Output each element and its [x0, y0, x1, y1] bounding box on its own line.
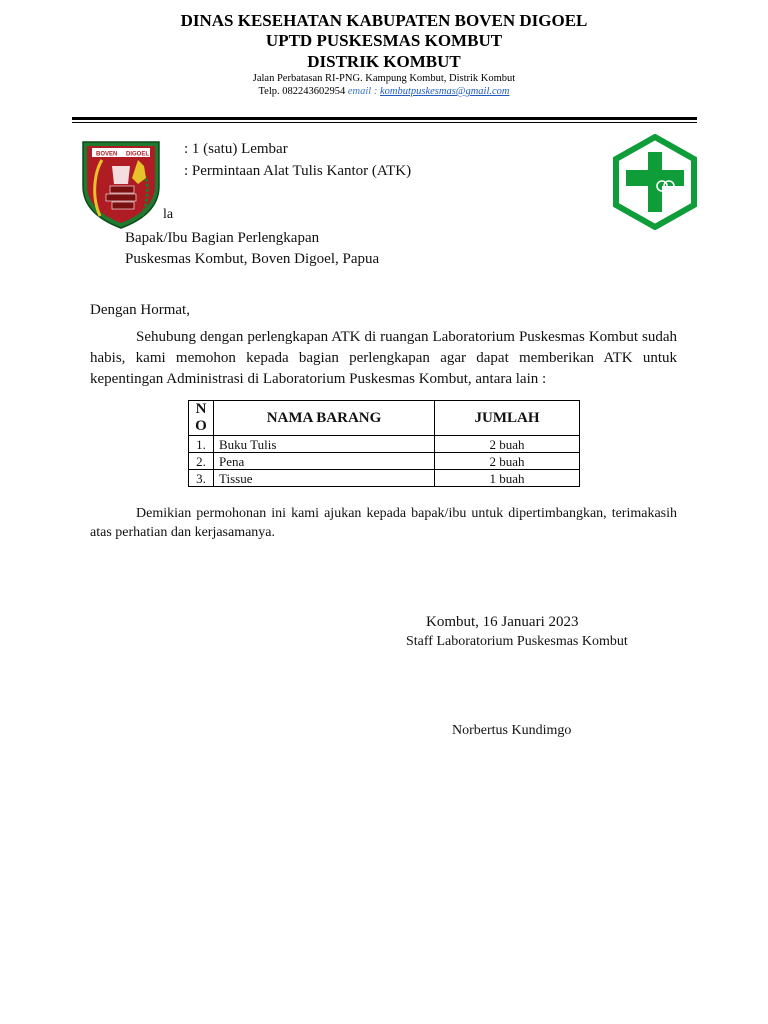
col-header-no-line2: O	[195, 418, 207, 434]
items-table	[188, 400, 580, 487]
col-header-jumlah: JUMLAH	[435, 401, 580, 436]
recipient-line2: Puskesmas Kombut, Boven Digoel, Papua	[125, 251, 380, 267]
row-jumlah: 2 buah	[435, 436, 580, 453]
row-no: 2.	[189, 453, 214, 470]
lampiran-value: : 1 (satu) Lembar	[184, 141, 288, 157]
letterhead-divider-thin	[72, 122, 697, 123]
recipient-line1: Bapak/Ibu Bagian Perlengkapan	[125, 230, 320, 246]
row-nama: Buku Tulis	[214, 436, 435, 453]
row-no: 3.	[189, 470, 214, 487]
col-header-nama: NAMA BARANG	[214, 401, 435, 436]
row-jumlah: 1 buah	[435, 470, 580, 487]
letterhead-phone: Telp. 082243602954	[258, 86, 346, 97]
puskesmas-logo-icon	[612, 134, 698, 230]
col-header-no	[189, 401, 214, 436]
paragraph-request-text: Sehubung dengan perlengkapan ATK di ruangan Laboratorium Puskesmas Kombut sudah habis, kami memohon kepada bagian perlengkapan agar dapat memberikan ATK untuk kepentingan Administrasi di Laboratorium Puskesmas Kombut, antara lain :	[90, 329, 677, 387]
letterhead-contact	[0, 85, 768, 98]
perihal-value: : Permintaan Alat Tulis Kantor (ATK)	[184, 163, 412, 179]
paragraph-request	[90, 327, 677, 390]
letterhead-line2: UPTD PUSKESMAS KOMBUT	[265, 31, 503, 50]
col-header-no-line1: N	[195, 401, 207, 417]
paragraph-closing-text: Demikian permohonan ini kami ajukan kepada bapak/ibu untuk dipertimbangkan, terimakasih atas perhatian dan kerjasamanya.	[90, 506, 677, 540]
signature-position: Staff Laboratorium Puskesmas Kombut	[406, 634, 628, 649]
row-nama: Tissue	[214, 470, 435, 487]
signature-name: Norbertus Kundimgo	[452, 723, 572, 738]
logo-text-boven: BOVEN	[96, 151, 118, 158]
greeting: Dengan Hormat,	[90, 302, 190, 318]
boven-digoel-logo-icon	[80, 138, 162, 230]
letterhead-address: Jalan Perbatasan RI-PNG. Kampung Kombut, Distrik Kombut	[252, 73, 516, 84]
table-row	[189, 470, 580, 487]
logo-text-digoel: DIGOEL	[126, 151, 150, 158]
signature-place-date: Kombut, 16 Januari 2023	[426, 614, 579, 630]
letterhead-line3: DISTRIK KOMBUT	[307, 52, 461, 71]
table-row	[189, 436, 580, 453]
email-link[interactable]: kombutpuskesmas@gmail.com	[379, 86, 510, 97]
table-header-row	[189, 401, 580, 436]
letterhead-line1: DINAS KESEHATAN KABUPATEN BOVEN DIGOEL	[180, 11, 588, 30]
row-jumlah: 2 buah	[435, 453, 580, 470]
kepada-fragment: la	[163, 207, 174, 222]
row-no: 1.	[189, 436, 214, 453]
email-label: email :	[347, 86, 378, 97]
row-nama: Pena	[214, 453, 435, 470]
letterhead-divider-thick	[72, 117, 697, 120]
table-row	[189, 453, 580, 470]
paragraph-closing	[90, 504, 677, 542]
